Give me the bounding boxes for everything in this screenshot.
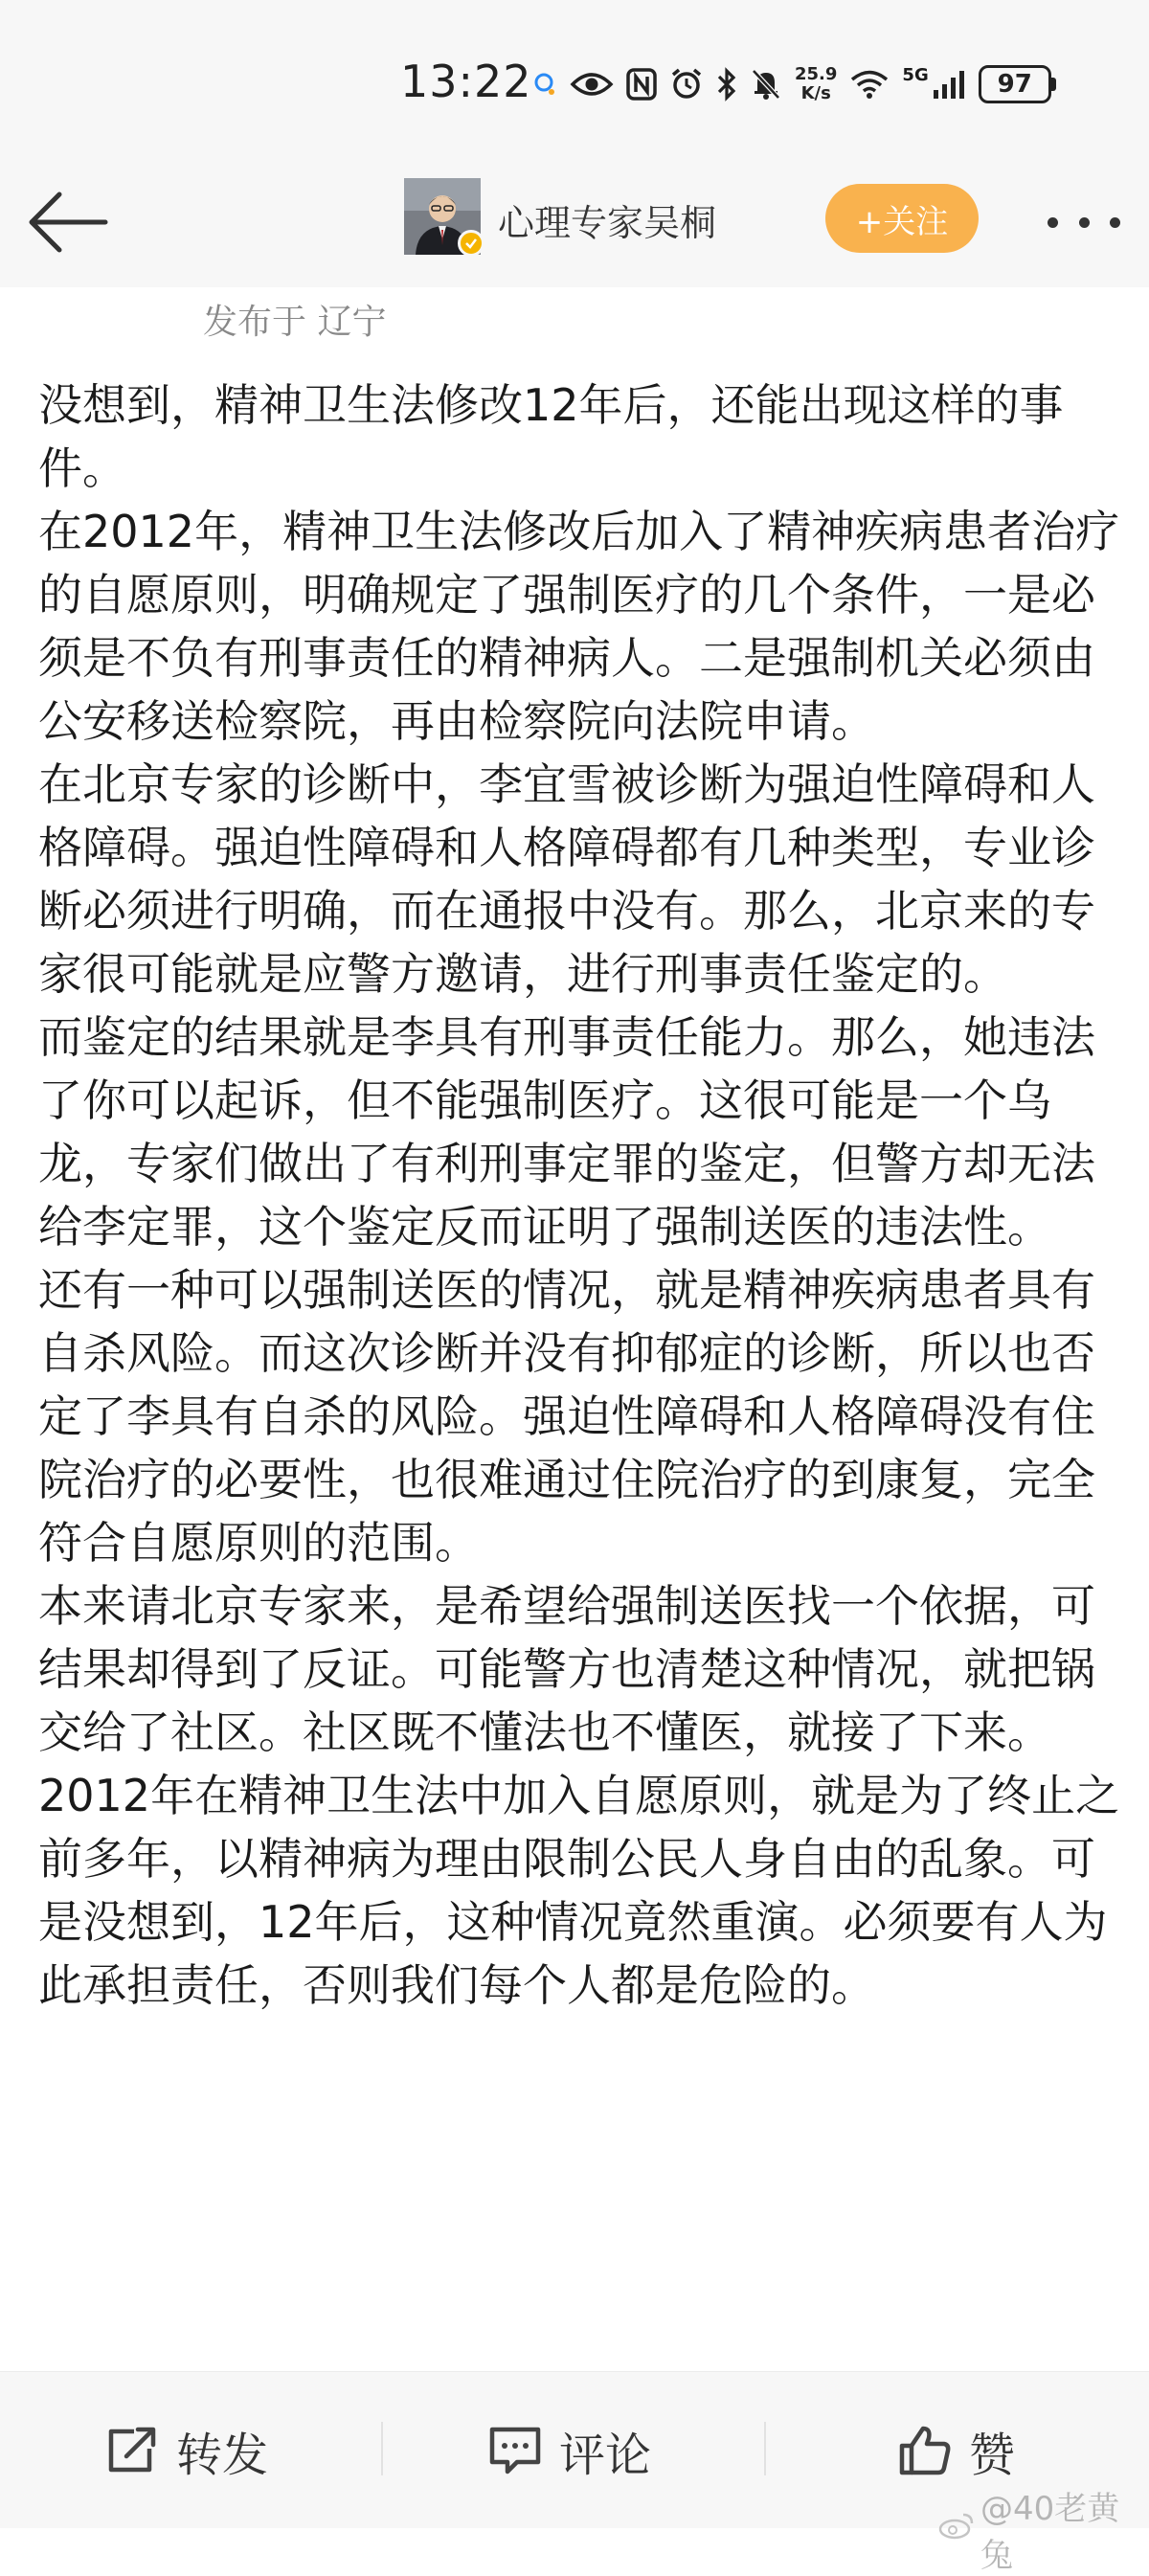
comment-icon <box>488 2426 542 2475</box>
net-speed <box>795 65 837 103</box>
nfc-icon <box>626 63 657 105</box>
post-paragraph: 在2012年，精神卫生法修改后加入了精神疾病患者治疗的自愿原则，明确规定了强制医疗的几个条件，一是必须是不负有刑事责任的精神病人。二是强制机关必须由公安移送检察院，再由检察院向法院申请。 <box>38 506 1120 747</box>
post-paragraph: 2012年在精神卫生法中加入自愿原则，就是为了终止之前多年，以精神病为理由限制公民人身自由的乱象。可是没想到，12年后，这种情况竟然重演。必须要有人为此承担责任，否则我们每个人都是危险的。 <box>38 1770 1120 2011</box>
more-dots-icon <box>1048 217 1058 228</box>
back-button[interactable] <box>27 182 107 262</box>
like-icon <box>898 2425 952 2476</box>
post-paragraph: 没想到，精神卫生法修改12年后，还能出现这样的事件。 <box>38 379 1064 494</box>
watermark <box>938 2482 1149 2576</box>
post-paragraph: 本来请北京专家来，是希望给强制送医找一个依据，可结果却得到了反证。可能警方也清楚这种情况，就把锅交给了社区。社区既不懂法也不懂医，就接了下来。 <box>38 1580 1095 1758</box>
follow-button[interactable]: +关注 <box>825 184 979 253</box>
status-icons <box>532 63 1056 105</box>
repost-button[interactable] <box>105 2372 268 2529</box>
battery-indicator <box>979 65 1056 103</box>
comment-button[interactable] <box>488 2372 651 2529</box>
repost-icon <box>105 2426 159 2475</box>
comment-label: 评论 <box>559 2428 652 2482</box>
repost-label: 转发 <box>176 2428 269 2482</box>
net-speed-unit: K/s <box>800 83 831 103</box>
more-dots-icon <box>1079 217 1090 228</box>
verified-badge-icon <box>458 230 484 257</box>
post-body <box>38 373 1120 2017</box>
action-divider <box>764 2422 766 2475</box>
more-button[interactable] <box>1036 193 1132 251</box>
bell-muted-icon <box>751 63 781 105</box>
wifi-icon <box>850 63 889 105</box>
battery-level: 97 <box>979 65 1051 103</box>
post-header <box>0 153 1149 287</box>
action-divider <box>381 2422 383 2475</box>
signal-icon <box>933 63 965 105</box>
back-arrow-icon <box>27 189 107 256</box>
status-time: 13:22 <box>400 56 532 107</box>
author-avatar[interactable] <box>404 178 481 255</box>
more-dots-icon <box>1110 217 1120 228</box>
author-name[interactable]: 心理专家吴桐 <box>498 202 717 244</box>
status-bar <box>0 0 1149 153</box>
battery-tip <box>1051 78 1056 91</box>
bluetooth-icon <box>716 63 737 105</box>
like-label: 赞 <box>969 2428 1016 2482</box>
post-location: 发布于 辽宁 <box>203 303 387 342</box>
eye-icon <box>571 63 613 105</box>
post-paragraph: 在北京专家的诊断中，李宜雪被诊断为强迫性障碍和人格障碍。强迫性障碍和人格障碍都有几种类型，专业诊断必须进行明确，而在通报中没有。那么，北京来的专家很可能就是应警方邀请，进行刑事责任鉴定的。 <box>38 758 1095 1000</box>
network-type: 5G <box>902 65 929 85</box>
post-paragraph: 而鉴定的结果就是李具有刑事责任能力。那么，她违法了你可以起诉，但不能强制医疗。这很可能是一个乌龙，专家们做出了有利刑事定罪的鉴定，但警方却无法给李定罪，这个鉴定反而证明了强制送医的违法性。 <box>38 1011 1095 1253</box>
chat-bubble-icon <box>532 63 557 105</box>
weibo-logo-icon <box>938 2510 975 2548</box>
net-speed-value: 25.9 <box>795 64 838 84</box>
watermark-text: @40老黄兔 <box>980 2490 1120 2575</box>
alarm-icon <box>670 63 703 105</box>
post-paragraph: 还有一种可以强制送医的情况，就是精神疾病患者具有自杀风险。而这次诊断并没有抑郁症的诊断，所以也否定了李具有自杀的风险。强迫性障碍和人格障碍没有住院治疗的必要性，也很难通过住院治疗的到康复，完全符合自愿原则的范围。 <box>38 1264 1095 1569</box>
